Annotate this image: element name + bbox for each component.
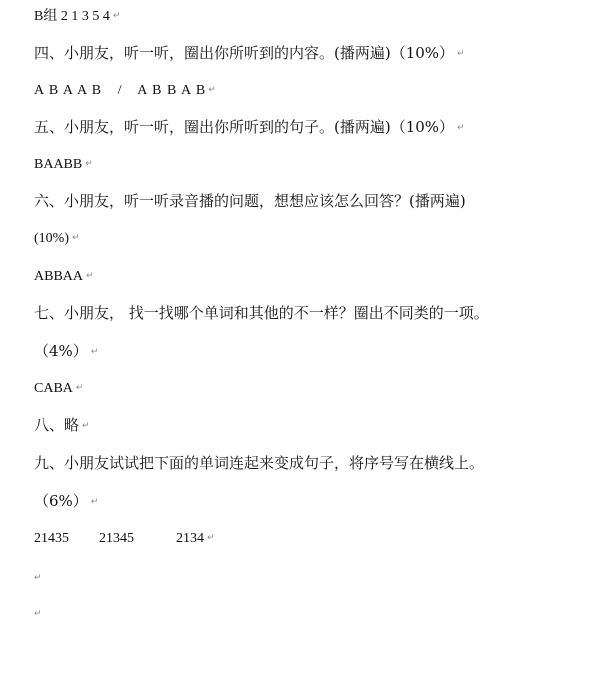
paragraph-mark-icon: ↵ (207, 533, 215, 544)
q9-answer-part-3: 2134 (176, 531, 204, 546)
q6-score-text: (10%) (34, 231, 69, 246)
q7-answer (34, 382, 83, 396)
q9-score (34, 494, 98, 509)
q6-title (34, 194, 466, 209)
b-group-text: B组 2 1 3 5 4 (34, 9, 110, 24)
empty-paragraph (34, 570, 42, 586)
q5-answer-text: BAABB (34, 157, 83, 172)
q6-title-text: 六、小朋友，听一听录音播的问题，想想应该怎么回答？(播两遍) (34, 192, 466, 210)
q4-title (34, 46, 465, 61)
q5-title-text: 五、小朋友，听一听，圈出你所听到的句子。(播两遍)（10%） (34, 118, 455, 136)
q6-answer-text: ABBAA (34, 269, 84, 284)
empty-paragraph (34, 606, 42, 622)
paragraph-mark-icon: ↵ (90, 496, 99, 507)
paragraph-mark-icon: ↵ (85, 159, 93, 170)
paragraph-mark-icon: ↵ (208, 85, 216, 96)
q4-answer (34, 84, 216, 98)
paragraph-mark-icon: ↵ (457, 48, 465, 59)
q9-title (34, 456, 484, 471)
paragraph-mark-icon: ↵ (90, 346, 99, 357)
q9-answer-part-2: 21345 (99, 531, 134, 546)
q7-answer-text: CABA (34, 381, 73, 396)
paragraph-mark-icon: ↵ (72, 233, 80, 244)
paragraph-mark-icon: ↵ (34, 573, 42, 583)
q7-title-text: 七、小朋友， 找一找哪个单词和其他的不一样？圈出不同类的一项。 (34, 304, 489, 322)
q7-title (34, 306, 489, 321)
q9-answer (34, 532, 215, 546)
q6-score (34, 232, 80, 246)
paragraph-mark-icon: ↵ (82, 420, 90, 431)
q9-title-text: 九、小朋友试试把下面的单词连起来变成句子，将序号写在横线上。 (34, 454, 485, 472)
q4-title-text: 四、小朋友，听一听，圈出你所听到的内容。(播两遍)（10%） (34, 44, 455, 62)
paragraph-mark-icon: ↵ (86, 271, 94, 282)
paragraph-mark-icon: ↵ (457, 122, 465, 133)
q9-answer-part-1: 21435 (34, 531, 69, 546)
paragraph-mark-icon: ↵ (34, 609, 42, 619)
b-group-line (34, 10, 120, 24)
q5-title (34, 120, 465, 135)
q4-answer-text: A B A A B / A B B A B (34, 83, 206, 98)
q7-score-text: （4%） (34, 342, 88, 360)
paragraph-mark-icon: ↵ (112, 11, 121, 22)
q8-title-text: 八、略 (34, 416, 80, 434)
q9-score-text: （6%） (34, 492, 88, 510)
q7-score (34, 344, 98, 359)
q8-title (34, 418, 90, 433)
q5-answer (34, 158, 93, 172)
q6-answer (34, 270, 94, 284)
paragraph-mark-icon: ↵ (75, 383, 84, 394)
